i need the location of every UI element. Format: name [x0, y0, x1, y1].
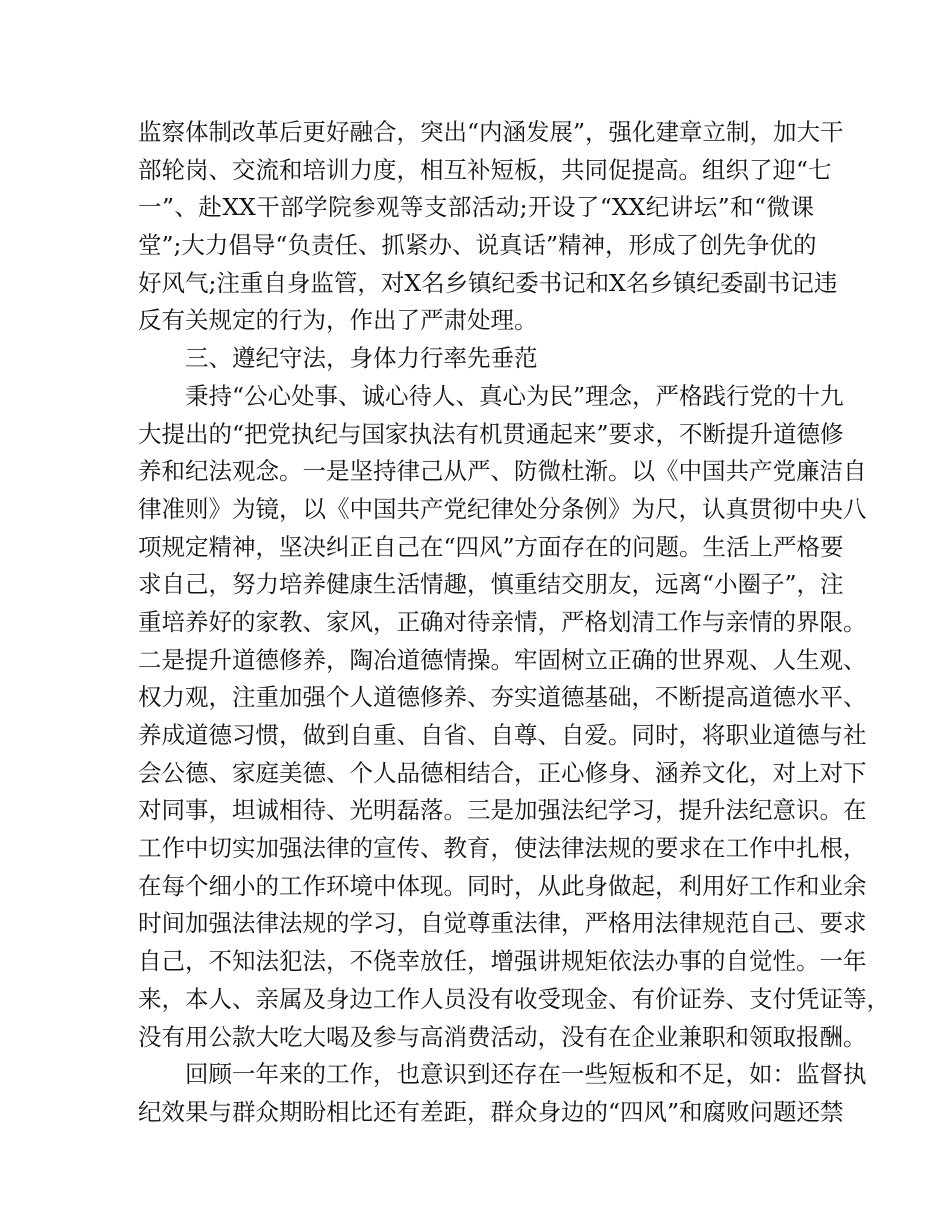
text-line: 回顾一年来的工作，也意识到还存在一些短板和不足，如：监督执 — [185, 1060, 867, 1089]
text-line: 堂”;大力倡导“负责任、抓紧办、说真话”精神，形成了创先争优的 — [138, 231, 817, 260]
text-line: 求自己，努力培养健康生活情趣，慎重结交朋友，远离“小圈子”，注 — [138, 570, 844, 599]
text-line: 律准则》为镜，以《中国共产党纪律处分条例》为尺，认真贯彻中央八 — [138, 494, 867, 523]
text-line: 没有用公款大吃大喝及参与高消费活动，没有在企业兼职和领取报酬。 — [138, 1022, 867, 1051]
section-heading: 三、遵纪守法，身体力行率先垂范 — [185, 344, 538, 373]
document-body — [138, 114, 890, 1132]
text-line: 反有关规定的行为，作出了严肃处理。 — [138, 306, 538, 335]
text-line: 对同事，坦诚相待、光明磊落。三是加强法纪学习，提升法纪意识。在 — [138, 796, 867, 825]
text-line: 来，本人、亲属及身边工作人员没有收受现金、有价证券、支付凭证等， — [138, 984, 890, 1013]
text-line: 养和纪法观念。一是坚持律己从严、防微杜渐。以《中国共产党廉洁自 — [138, 457, 867, 486]
text-line: 自己，不知法犯法，不侥幸放任，增强讲规矩依法办事的自觉性。一年 — [138, 947, 867, 976]
text-line: 纪效果与群众期盼相比还有差距，群众身边的“四风”和腐败问题还禁 — [138, 1097, 844, 1126]
text-line: 重培养好的家教、家风，正确对待亲情，严格划清工作与亲情的界限。 — [138, 607, 867, 636]
text-line: 一”、赴XX干部学院参观等支部活动;开设了“XX纪讲坛”和“微课 — [138, 193, 814, 222]
text-line: 权力观，注重加强个人道德修养、夯实道德基础，不断提高道德水平、 — [138, 683, 867, 712]
text-line: 好风气;注重自身监管，对X名乡镇纪委书记和X名乡镇纪委副书记违 — [138, 268, 838, 297]
text-line: 会公德、家庭美德、个人品德相结合，正心修身、涵养文化，对上对下 — [138, 758, 867, 787]
text-line: 秉持“公心处事、诚心待人、真心为民”理念，严格践行党的十九 — [185, 381, 844, 410]
text-line: 二是提升道德修养，陶冶道德情操。牢固树立正确的世界观、人生观、 — [138, 645, 867, 674]
text-line: 大提出的“把党执纪与国家执法有机贯通起来”要求，不断提升道德修 — [138, 419, 844, 448]
text-line: 工作中切实加强法律的宣传、教育，使法律法规的要求在工作中扎根， — [138, 834, 867, 863]
text-line: 在每个细小的工作环境中体现。同时，从此身做起，利用好工作和业余 — [138, 871, 867, 900]
text-line: 时间加强法律法规的学习，自觉尊重法律，严格用法律规范自己、要求 — [138, 909, 867, 938]
text-line: 监察体制改革后更好融合，突出“内涵发展”，强化建章立制，加大干 — [138, 118, 844, 146]
text-line: 养成道德习惯，做到自重、自省、自尊、自爱。同时，将职业道德与社 — [138, 721, 867, 749]
text-line: 部轮岗、交流和培训力度，相互补短板，共同促提高。组织了迎“七 — [138, 155, 832, 184]
text-line: 项规定精神，坚决纠正自己在“四风”方面存在的问题。生活上严格要 — [138, 532, 844, 561]
